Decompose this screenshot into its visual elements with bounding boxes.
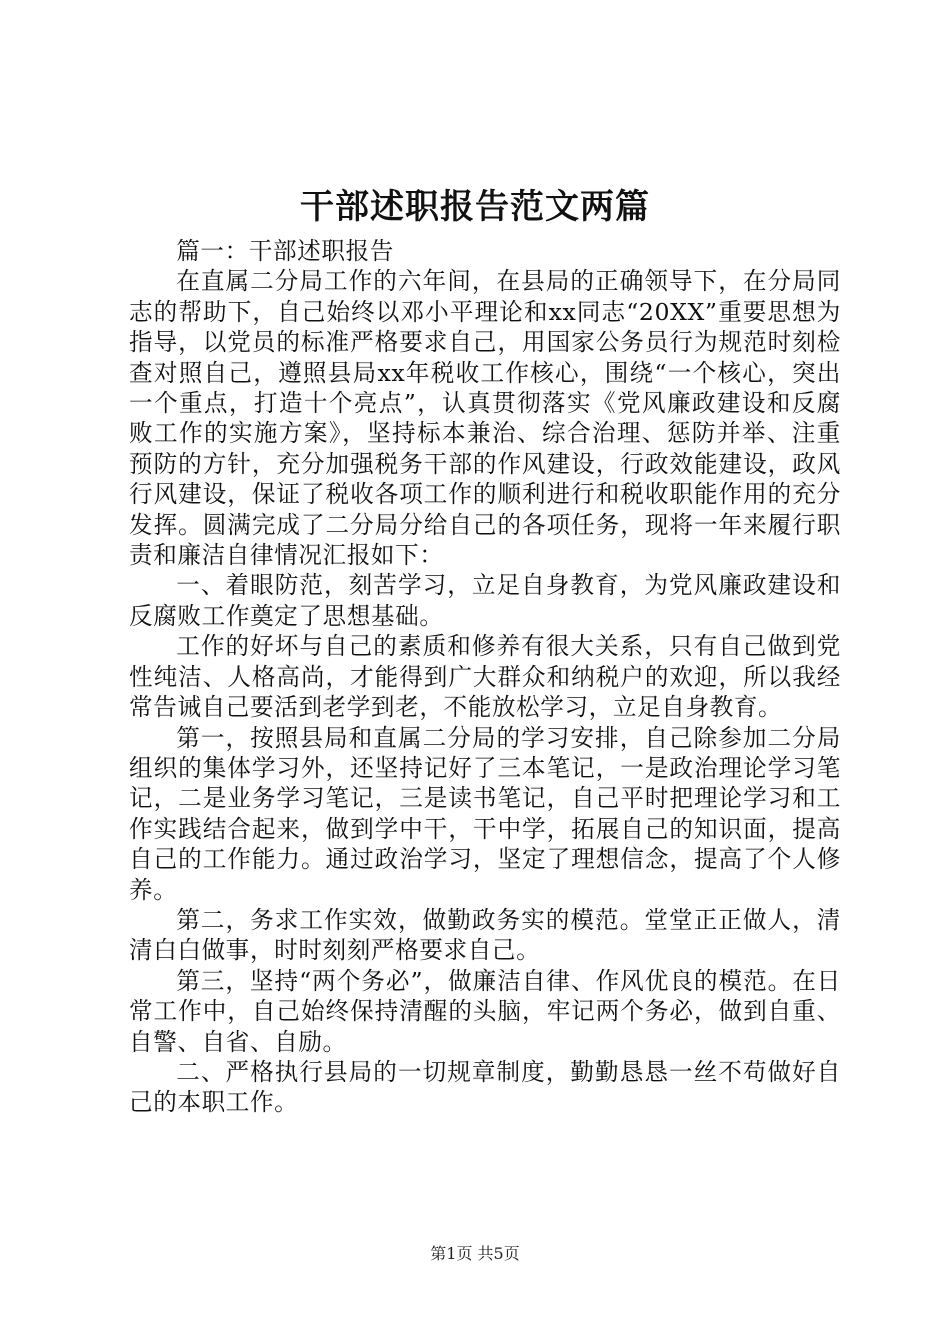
document-body	[129, 236, 841, 1118]
body-paragraph: 第一，按照县局和直属二分局的学习安排，自己除参加二分局组织的集体学习外，还坚持记好了三本笔记，一是政治理论学习笔记，二是业务学习笔记，三是读书笔记，自己平时把理论学习和工作实践结合起来，做到学中干，干中学，拓展自己的知识面，提高自己的工作能力。通过政治学习，坚定了理想信念，提高了个人修养。	[129, 723, 841, 904]
section-heading: 二、严格执行县局的一切规章制度，勤勤恳恳一丝不苟做好自己的本职工作。	[129, 1057, 841, 1117]
body-paragraph: 第三，坚持“两个务必”，做廉洁自律、作风优良的模范。在日常工作中，自己始终保持清醒的头脑，牢记两个务必，做到自重、自警、自省、自励。	[129, 966, 841, 1056]
body-paragraph: 第二，务求工作实效，做勤政务实的模范。堂堂正正做人，清清白白做事，时时刻刻严格要求自己。	[129, 905, 841, 965]
document-title: 干部述职报告范文两篇	[300, 187, 650, 227]
page-number-footer: 第1页 共5页	[430, 1244, 520, 1263]
section-heading: 篇一：干部述职报告	[176, 237, 394, 265]
body-paragraph: 在直属二分局工作的六年间，在县局的正确领导下，在分局同志的帮助下，自己始终以邓小平理论和xx同志“20XX”重要思想为指导，以党员的标准严格要求自己，用国家公务员行为规范时刻检查对照自己，遵照县局xx年税收工作核心，围绕“一个核心，突出一个重点，打造十个亮点”，认真贯彻落实《党风廉政建设和反腐败工作的实施方案》，坚持标本兼治、综合治理、惩防并举、注重预防的方针，充分加强税务干部的作风建设，行政效能建设，政风行风建设，保证了税收各项工作的顺利进行和税收职能作用的充分发挥。圆满完成了二分局分给自己的各项任务，现将一年来履行职责和廉洁自律情况汇报如下：	[129, 267, 841, 570]
body-paragraph: 工作的好坏与自己的素质和修养有很大关系，只有自己做到党性纯洁、人格高尚，才能得到广大群众和纳税户的欢迎，所以我经常告诫自己要活到老学到老，不能放松学习，立足自身教育。	[129, 632, 841, 722]
section-heading: 一、着眼防范，刻苦学习，立足自身教育，为党风廉政建设和反腐败工作奠定了思想基础。	[129, 571, 841, 630]
